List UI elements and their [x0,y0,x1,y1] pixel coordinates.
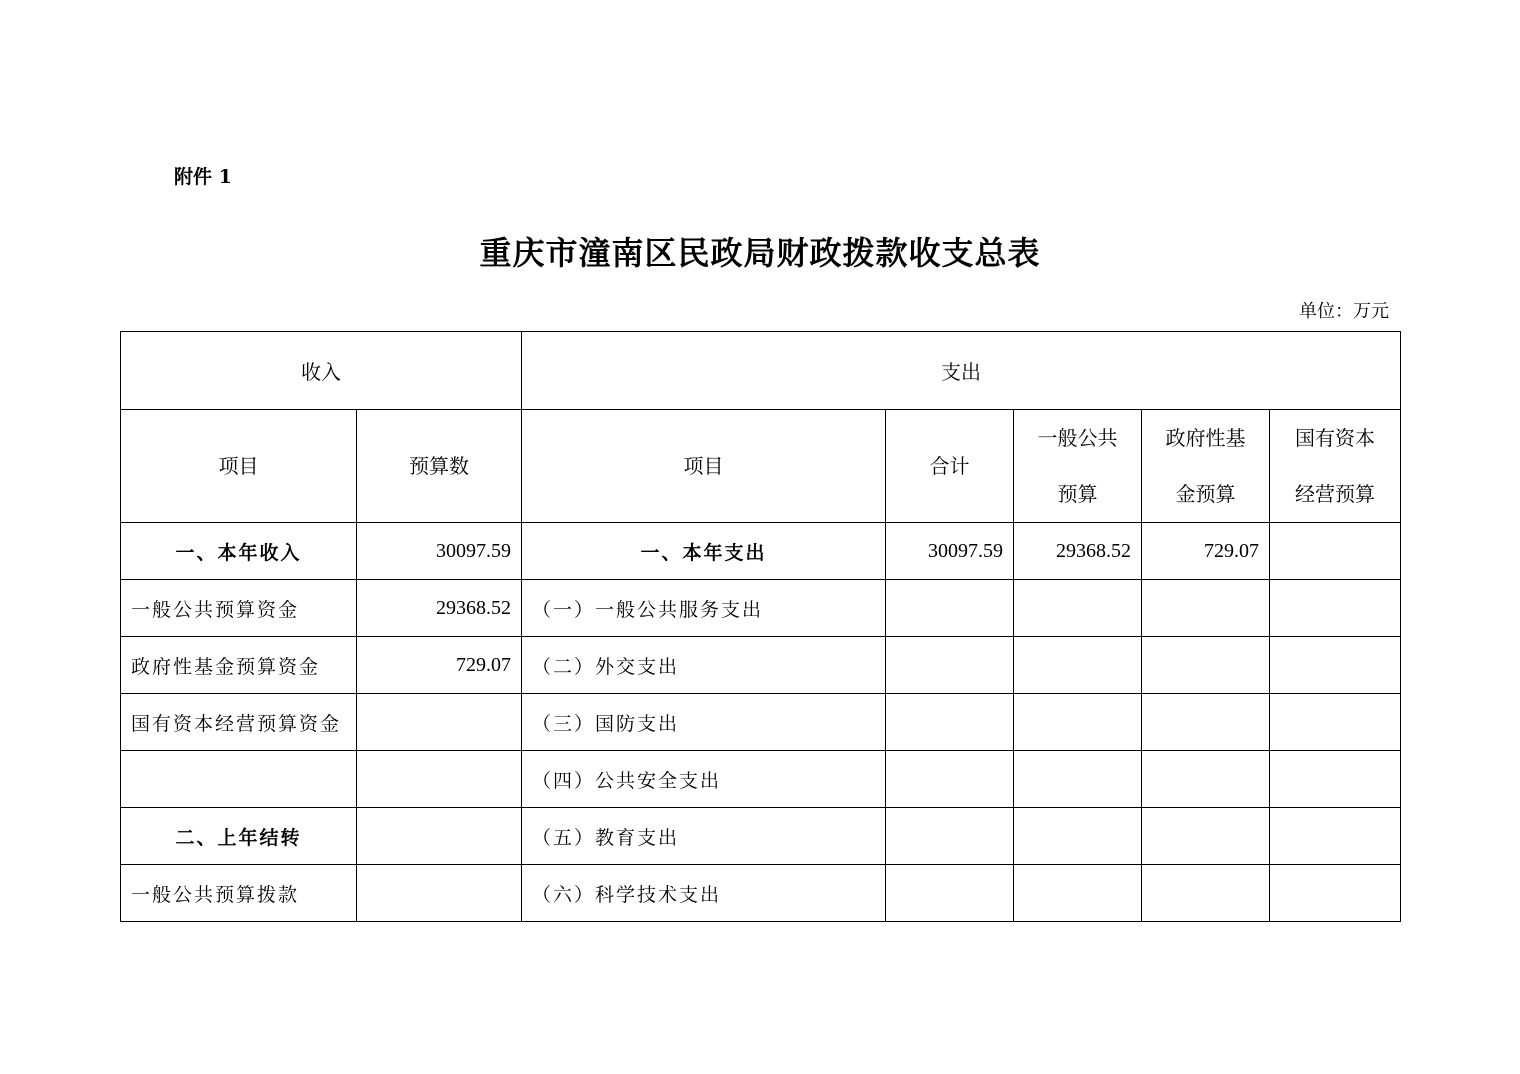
expense-state-capital [1270,523,1401,580]
expense-gov-fund [1142,865,1270,922]
income-item: 一、本年收入 [121,523,357,580]
expense-gov-fund [1142,751,1270,808]
expense-state-capital [1270,580,1401,637]
income-item: 二、上年结转 [121,808,357,865]
expense-general [1014,865,1142,922]
expense-total [886,580,1014,637]
expense-total [886,808,1014,865]
expense-general [1014,808,1142,865]
col-income-item: 项目 [121,410,357,523]
table-row [121,808,1401,865]
col-general-budget-line2: 预算 [1057,482,1098,506]
income-header: 收入 [121,332,522,410]
table-row [121,694,1401,751]
expense-item: （四）公共安全支出 [522,751,886,808]
expense-total [886,637,1014,694]
page-title: 重庆市潼南区民政局财政拨款收支总表 [479,234,1041,272]
income-budget: 30097.59 [357,523,522,580]
expense-total [886,751,1014,808]
expense-item: （六）科学技术支出 [522,865,886,922]
income-item: 国有资本经营预算资金 [121,694,357,751]
income-budget: 29368.52 [357,580,522,637]
income-budget [357,751,522,808]
budget-table [120,331,1401,922]
expense-item: （一）一般公共服务支出 [522,580,886,637]
expense-general [1014,637,1142,694]
table-row [121,580,1401,637]
expense-gov-fund [1142,808,1270,865]
expense-general [1014,694,1142,751]
expense-item: （三）国防支出 [522,694,886,751]
income-budget [357,694,522,751]
income-item: 政府性基金预算资金 [121,637,357,694]
col-expense-item: 项目 [522,410,886,523]
expense-total [886,694,1014,751]
table-row [121,751,1401,808]
expense-item: （五）教育支出 [522,808,886,865]
income-budget [357,808,522,865]
expense-state-capital [1270,865,1401,922]
col-state-capital-line2: 经营预算 [1295,482,1376,506]
unit-label: 单位：万元 [1299,301,1389,322]
table-row [121,637,1401,694]
income-budget: 729.07 [357,637,522,694]
table-header-columns [121,410,1401,523]
income-item: 一般公共预算拨款 [121,865,357,922]
expense-item: 一、本年支出 [522,523,886,580]
expense-general: 29368.52 [1014,523,1142,580]
expense-total: 30097.59 [886,523,1014,580]
table-header-top [121,332,1401,410]
expense-general [1014,580,1142,637]
income-budget [357,865,522,922]
expense-total [886,865,1014,922]
expense-gov-fund [1142,580,1270,637]
expense-header: 支出 [522,332,1401,410]
income-item: 一般公共预算资金 [121,580,357,637]
col-state-capital-line1: 国有资本 [1295,426,1376,450]
attachment-label: 附件 1 [174,166,232,188]
col-gov-fund-line1: 政府性基 [1165,426,1246,450]
table-row [121,865,1401,922]
expense-gov-fund [1142,694,1270,751]
income-item [121,751,357,808]
col-general-budget-line1: 一般公共 [1037,426,1118,450]
col-gov-fund-line2: 金预算 [1175,482,1236,506]
expense-state-capital [1270,808,1401,865]
expense-state-capital [1270,751,1401,808]
expense-general [1014,751,1142,808]
col-gov-fund [1142,410,1270,523]
col-general-budget [1014,410,1142,523]
col-income-budget: 预算数 [357,410,522,523]
expense-state-capital [1270,694,1401,751]
expense-gov-fund: 729.07 [1142,523,1270,580]
col-state-capital [1270,410,1401,523]
expense-state-capital [1270,637,1401,694]
expense-gov-fund [1142,637,1270,694]
table-row [121,523,1401,580]
col-total: 合计 [886,410,1014,523]
expense-item: （二）外交支出 [522,637,886,694]
